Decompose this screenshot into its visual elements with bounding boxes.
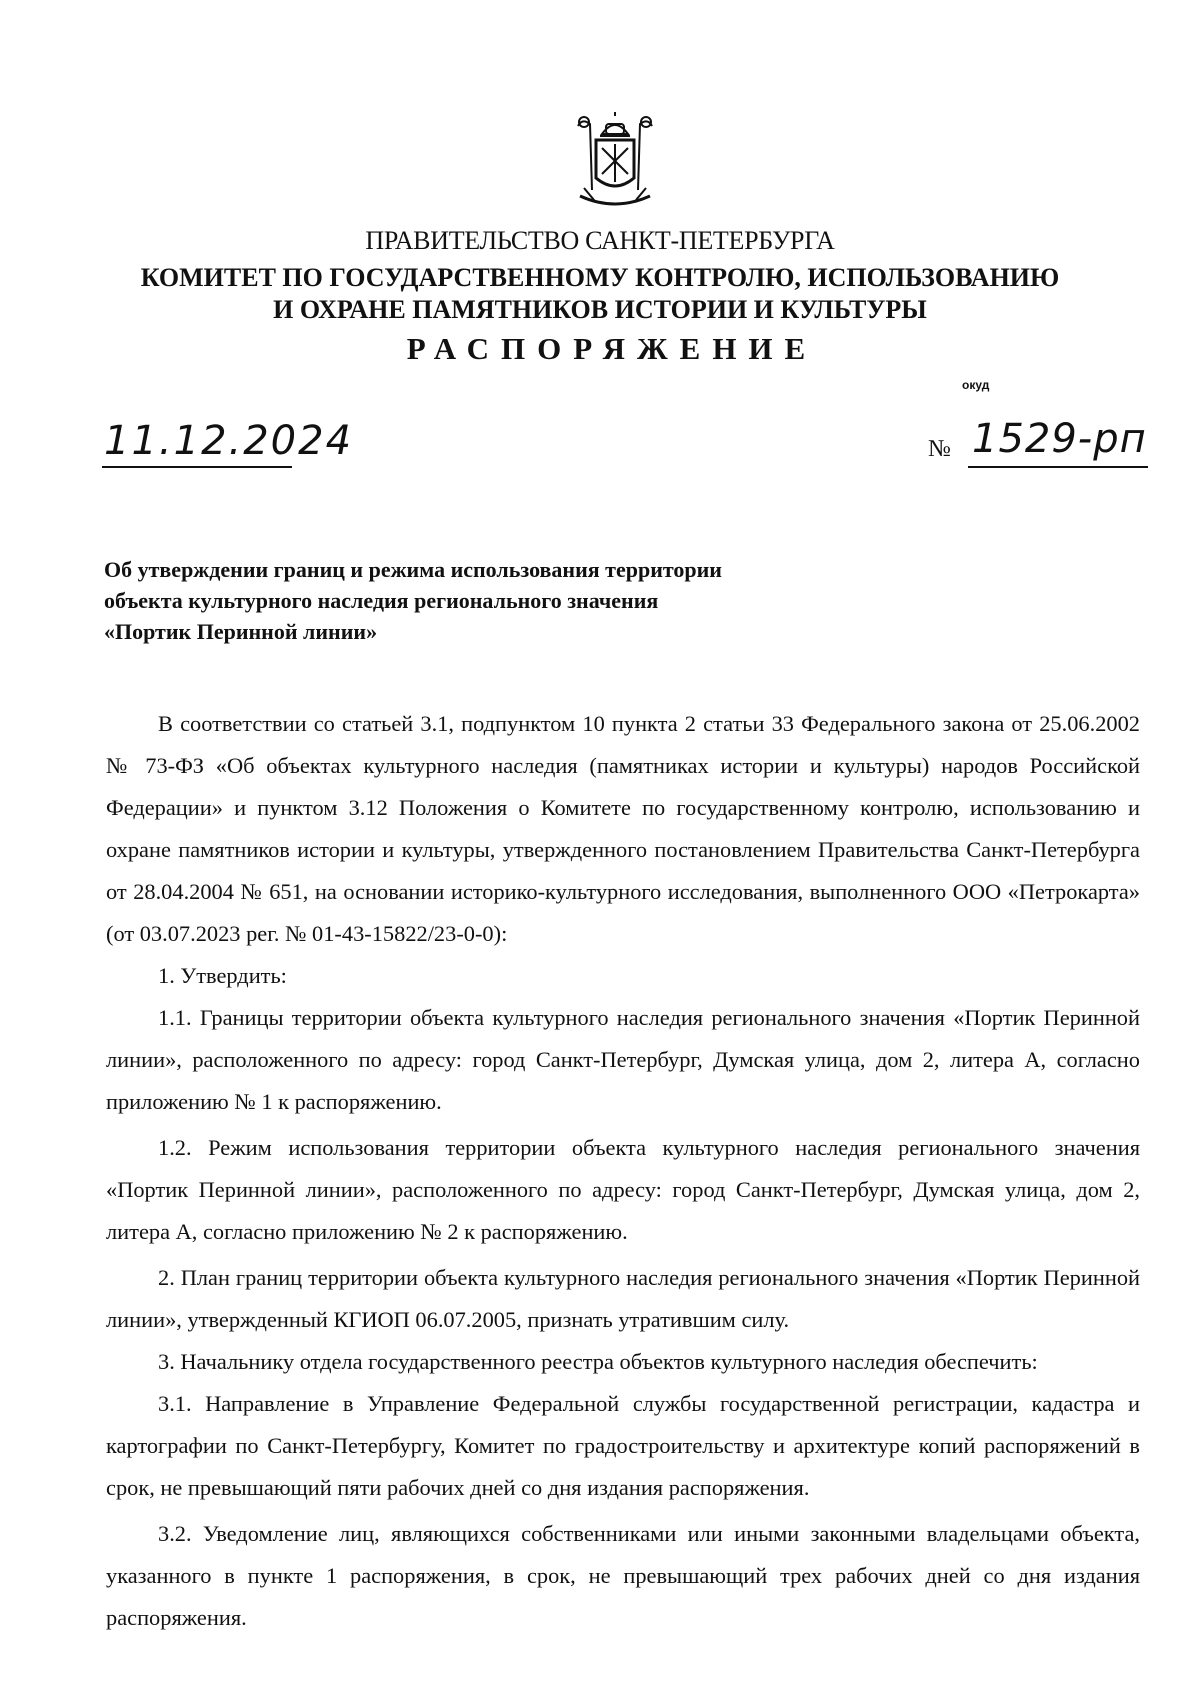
document-type-title: РАСПОРЯЖЕНИЕ (406, 331, 818, 366)
document-body (106, 703, 1140, 1639)
paragraph-1-2: 1.2. Режим использования территории объекта культурного наследия регионального значения «Портик Перинной линии», расположенного по адресу: город Санкт-Петербург, Думская улица, дом 2, литера А, согласно приложению № 2 к распоряжению. (106, 1135, 1140, 1244)
subject-line-1: Об утверждении границ и режима использования территории (104, 557, 722, 582)
number-underline (968, 466, 1148, 468)
document-subject (104, 554, 864, 647)
government-name: ПРАВИТЕЛЬСТВО САНКТ-ПЕТЕРБУРГА (365, 226, 835, 255)
paragraph-3-1: 3.1. Направление в Управление Федеральной службы государственной регистрации, кадастра и картографии по Санкт-Петербургу, Комитет по градостроительству и архитектуре копий распоряжений в срок, не превышающий пяти рабочих дней со дня издания распоряжения. (106, 1391, 1140, 1500)
subject-line-2: объекта культурного наследия регионального значения (104, 588, 659, 613)
document-date: 11.12.2024 (104, 418, 354, 464)
paragraph-1: 1. Утвердить: (158, 963, 287, 988)
committee-line-2: И ОХРАНЕ ПАМЯТНИКОВ ИСТОРИИ И КУЛЬТУРЫ (273, 295, 927, 324)
paragraph-3: 3. Начальнику отдела государственного реестра объектов культурного наследия обеспечить: (158, 1349, 1038, 1374)
date-underline (102, 466, 292, 468)
number-sign: № (928, 436, 951, 462)
coat-of-arms-icon (572, 112, 658, 212)
committee-name (0, 262, 1200, 326)
paragraph-2: 2. План границ территории объекта культурного наследия регионального значения «Портик Перинной линии», утвержденный КГИОП 06.07.2005, признать утратившим силу. (106, 1265, 1140, 1332)
paragraph-preamble: В соответствии со статьей 3.1, подпунктом 10 пункта 2 статьи 33 Федерального закона от 25.06.2002 № 73-ФЗ «Об объектах культурного наследия (памятниках истории и культуры) народов Российской Федерации» и пунктом 3.12 Положения о Комитете по государственному контролю, использованию и охране памятников истории и культуры, утвержденного постановлением Правительства Санкт-Петербурга от 28.04.2004 № 651, на основании историко-культурного исследования, выполненного ООО «Петрокарта» (от 03.07.2023 рег. № 01-43-15822/23-0-0): (106, 711, 1140, 946)
okud-label: окуд (962, 378, 990, 392)
document-number: 1529-рп (972, 416, 1147, 462)
paragraph-1-1: 1.1. Границы территории объекта культурного наследия регионального значения «Портик Перинной линии», расположенного по адресу: город Санкт-Петербург, Думская улица, дом 2, литера А, согласно приложению № 1 к распоряжению. (106, 1005, 1140, 1114)
paragraph-3-2: 3.2. Уведомление лиц, являющихся собственниками или иными законными владельцами объекта, указанного в пункте 1 распоряжения, в срок, не превышающий трех рабочих дней со дня издания распоряжения. (106, 1521, 1140, 1630)
subject-line-3: «Портик Перинной линии» (104, 619, 378, 644)
committee-line-1: КОМИТЕТ ПО ГОСУДАРСТВЕННОМУ КОНТРОЛЮ, ИСПОЛЬЗОВАНИЮ (140, 263, 1060, 292)
